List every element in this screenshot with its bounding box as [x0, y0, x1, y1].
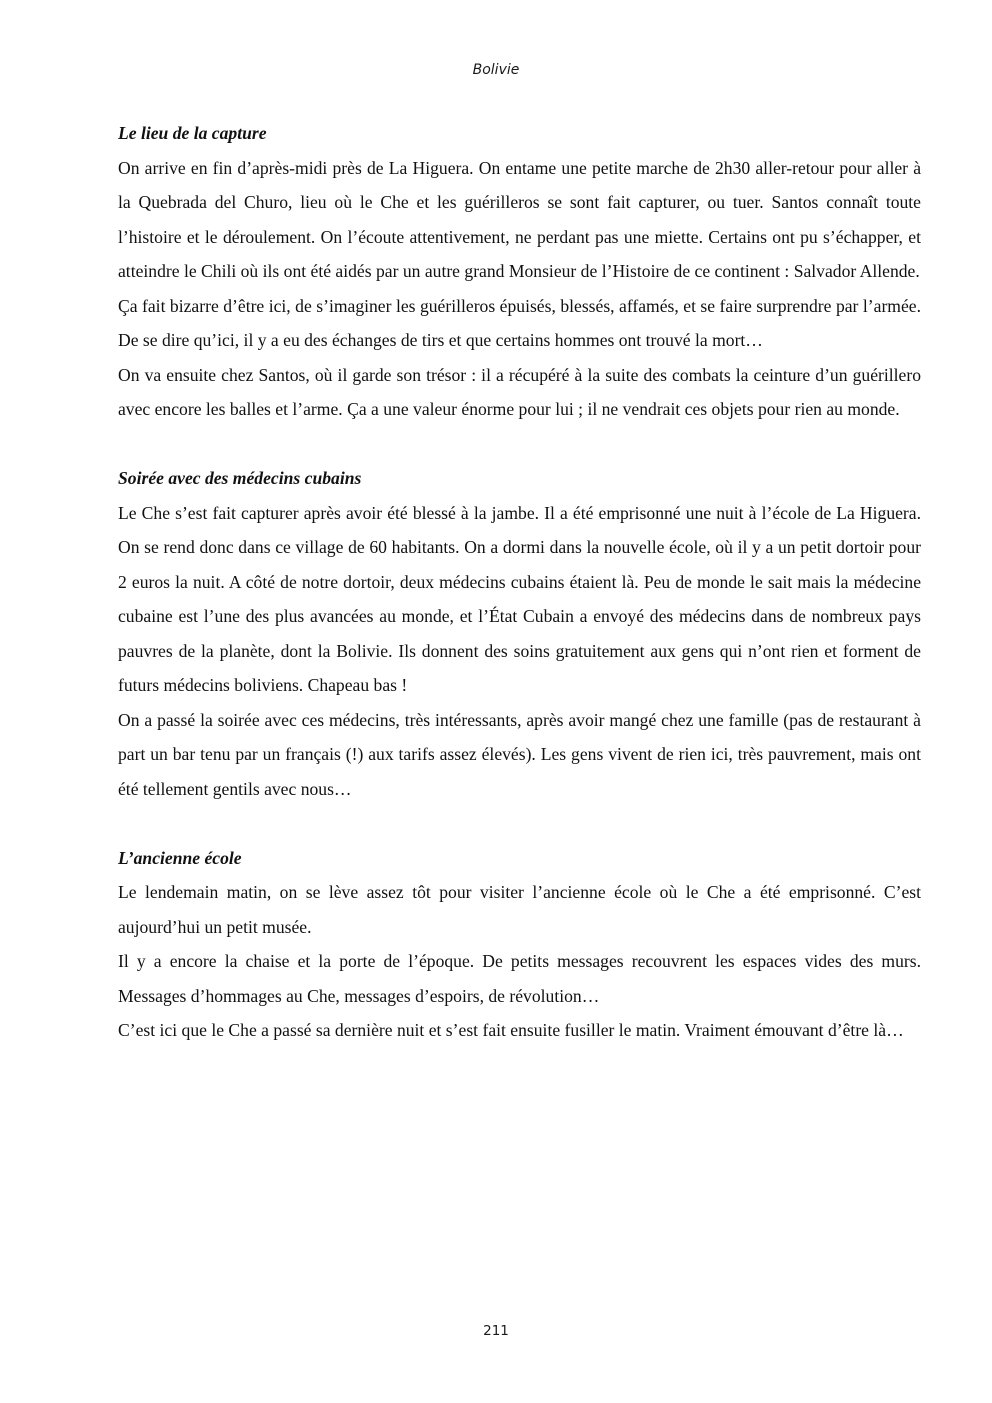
paragraph: Ça fait bizarre d’être ici, de s’imaginer les guérilleros épuisés, blessés, affamés, et se faire surprendre par l’armée. De se dire qu’ici, il y a eu des échanges de tirs et que certains hommes ont trouvé la mort… [118, 295, 921, 350]
section-title: Soirée avec des médecins cubains [118, 468, 362, 488]
paragraph: Le lendemain matin, on se lève assez tôt pour visiter l’ancienne école où le Che a été emprisonné. C’est aujourd’hui un petit musée. [118, 882, 921, 937]
section-old-school [118, 841, 921, 1048]
section-title: L’ancienne école [118, 847, 242, 868]
paragraph: On arrive en fin d’après-midi près de La Higuera. On entame une petite marche de 2h30 aller-retour pour aller à la Quebrada del Churo, lieu où le Che et les guérilleros se sont fait capturer, ou tuer. Santos connaît toute l’histoire et le déroulement. On l’écoute attentivement, ne perdant pas une miette. Certains ont pu s’échapper, et atteindre le Chili où ils ont été aidés par un autre grand Monsieur de l’Histoire de ce continent : Salvador Allende. [118, 157, 921, 281]
section-cuban-doctors [118, 461, 921, 806]
paragraph: On a passé la soirée avec ces médecins, très intéressants, après avoir mangé chez une famille (pas de restaurant à part un bar tenu par un français (!) aux tarifs assez élevés). Les gens vivent de rien ici, très pauvrement, mais ont été tellement gentils avec nous… [118, 709, 921, 799]
running-header: Bolivie [472, 62, 520, 78]
paragraph: Le Che s’est fait capturer après avoir été blessé à la jambe. Il a été emprisonné une nuit à l’école de La Higuera. On se rend donc dans ce village de 60 habitants. On a dormi dans la nouvelle école, où il y a un petit dortoir pour 2 euros la nuit. A côté de notre dortoir, deux médecins cubains étaient là. Peu de monde le sait mais la médecine cubaine est l’une des plus avancées au monde, et l’État Cubain a envoyé des médecins dans de nombreux pays pauvres de la planète, dont la Bolivie. Ils donnent des soins gratuitement aux gens qui n’ont rien et forment de futurs médecins boliviens. Chapeau bas ! [118, 502, 921, 695]
page-content [118, 116, 921, 1082]
page-number: 211 [483, 1323, 509, 1339]
paragraph: C’est ici que le Che a passé sa dernière nuit et s’est fait ensuite fusiller le matin. Vraiment émouvant d’être là… [118, 1020, 904, 1040]
paragraph: On va ensuite chez Santos, où il garde son trésor : il a récupéré à la suite des combats la ceinture d’un guérillero avec encore les balles et l’arme. Ça a une valeur énorme pour lui ; il ne vendrait ces objets pour rien au monde. [118, 364, 921, 419]
section-title: Le lieu de la capture [118, 123, 267, 143]
section-capture-site [118, 116, 921, 427]
paragraph: Il y a encore la chaise et la porte de l’époque. De petits messages recouvrent les espaces vides des murs. Messages d’hommages au Che, messages d’espoirs, de révolution… [118, 951, 921, 1006]
